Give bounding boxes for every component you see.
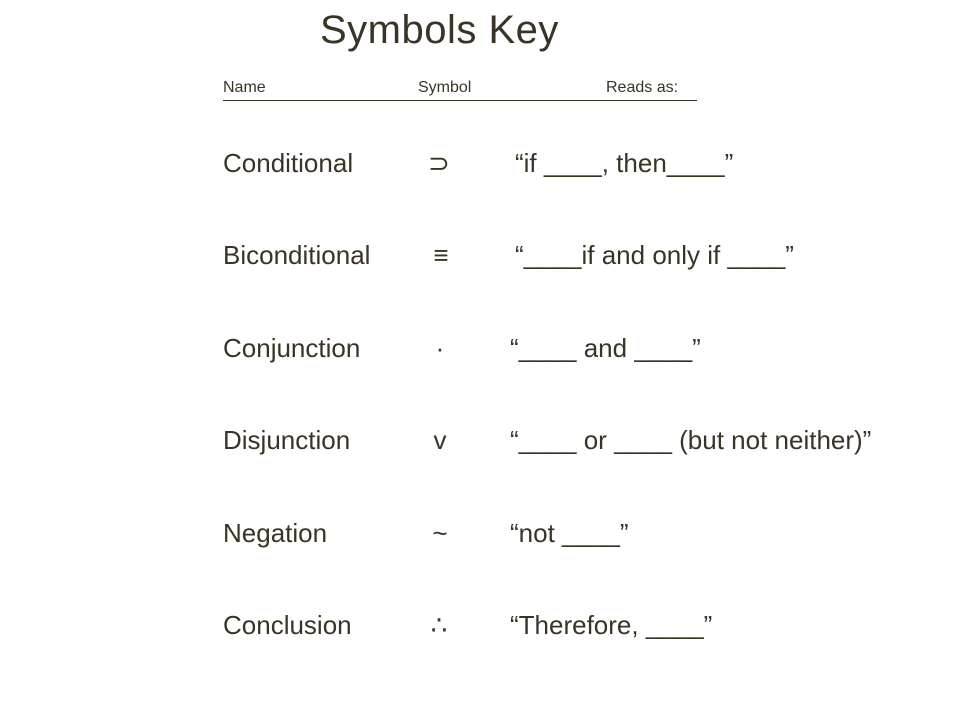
- row-symbol: ≡: [433, 240, 449, 270]
- row-reads-as: “if ____, then____”: [515, 148, 734, 178]
- row-symbol: ·: [435, 333, 445, 363]
- column-header-row: [223, 78, 697, 101]
- row-symbol: ⊃: [428, 148, 450, 178]
- row-disjunction: [0, 425, 960, 465]
- row-conditional: [0, 148, 960, 188]
- row-name: Negation: [223, 518, 328, 548]
- row-name: Disjunction: [223, 425, 351, 455]
- row-conclusion: [0, 610, 960, 650]
- row-name: Conditional: [223, 148, 354, 178]
- header-reads-as: Reads as:: [606, 79, 679, 96]
- row-biconditional: [0, 240, 960, 280]
- row-reads-as: “____if and only if ____”: [515, 240, 794, 270]
- row-symbol: ∴: [430, 610, 448, 640]
- row-reads-as: “Therefore, ____”: [510, 610, 713, 640]
- row-reads-as: “____ or ____ (but not neither)”: [510, 425, 872, 455]
- header-symbol: Symbol: [418, 79, 472, 96]
- header-name: Name: [223, 79, 266, 96]
- row-symbol: ~: [432, 518, 448, 548]
- row-name: Biconditional: [223, 240, 371, 270]
- page-title: Symbols Key: [320, 8, 559, 52]
- row-negation: [0, 518, 960, 558]
- row-symbol: v: [433, 425, 447, 455]
- row-conjunction: [0, 333, 960, 373]
- row-reads-as: “not ____”: [510, 518, 629, 548]
- row-name: Conclusion: [223, 610, 352, 640]
- row-reads-as: “____ and ____”: [510, 333, 701, 363]
- row-name: Conjunction: [223, 333, 361, 363]
